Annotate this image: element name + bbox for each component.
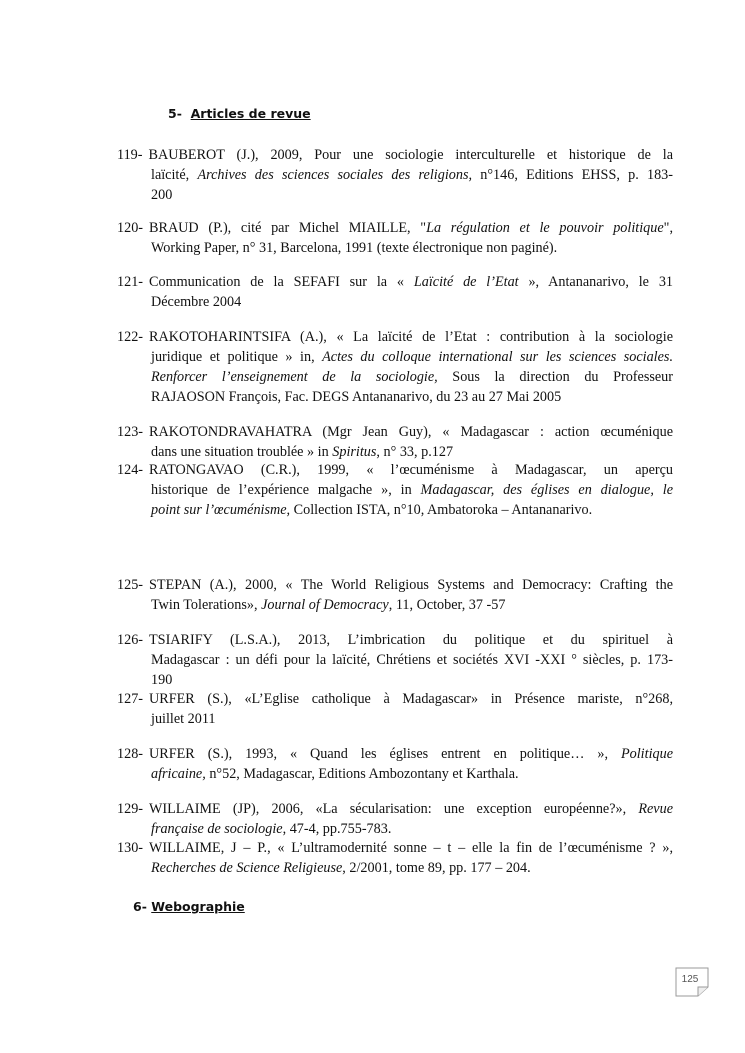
entry-line — [117, 460, 673, 480]
entry-text: n°146, Editions EHSS, p. 183- — [472, 167, 674, 183]
entry-italic-text: point sur l’œcuménisme, — [151, 502, 291, 518]
entry-text: WILLAIME, J – P., « L’ultramodernité sonne – t – elle la fin de l’œcuménisme ? », — [149, 840, 673, 856]
entry-line — [117, 327, 673, 347]
entry-line — [117, 480, 673, 500]
entry-number: 120- — [117, 220, 144, 236]
entry-text: 200 — [151, 187, 173, 203]
entry-italic-text: Politique — [620, 746, 673, 762]
entry-number: 119- — [117, 147, 143, 163]
entry-line — [117, 218, 673, 238]
reference-entry — [117, 838, 673, 878]
entry-line — [117, 422, 673, 442]
reference-entry — [117, 272, 673, 312]
entry-number: 124- — [117, 462, 144, 478]
entry-italic-text: Archives des sciences sociales des religions, — [197, 167, 473, 183]
entry-text: », Antananarivo, le 31 — [518, 274, 674, 290]
entry-line — [117, 630, 673, 650]
entry-text: TSIARIFY (L.S.A.), 2013, L’imbrication du politique et du spirituel à — [149, 632, 673, 648]
entry-text: WILLAIME (JP), 2006, «La sécularisation: une exception européenne?», — [149, 801, 639, 817]
section-number: 6- — [133, 899, 147, 914]
entry-text: RATONGAVAO (C.R.), 1999, « l’œcuménisme à Madagascar, un aperçu — [149, 462, 673, 478]
entry-line — [117, 858, 673, 878]
entry-text: RAKOTOHARINTSIFA (A.), « La laïcité de l’Etat : contribution à la sociologie — [149, 329, 673, 345]
entry-text: juridique et politique » in, — [151, 349, 323, 365]
reference-entry — [117, 744, 673, 784]
entry-text: dans une situation troublée » in — [151, 444, 333, 460]
entry-italic-text: Actes du colloque international sur les sciences sociales. — [322, 349, 673, 365]
entry-text: , 11, October, 37 -57 — [388, 597, 506, 613]
entry-line — [117, 799, 673, 819]
entry-text: juillet 2011 — [151, 711, 216, 727]
entry-text: ", — [663, 220, 673, 236]
entry-line — [117, 165, 673, 185]
section-heading-webography — [133, 899, 245, 914]
reference-entry — [117, 422, 673, 462]
entry-line — [117, 744, 673, 764]
reference-entry — [117, 145, 673, 205]
section-heading-articles — [168, 106, 311, 121]
reference-entry — [117, 799, 673, 839]
entry-number: 128- — [117, 746, 144, 762]
reference-entry — [117, 575, 673, 615]
entry-text: RAJAOSON François, Fac. DEGS Antananarivo, du 23 au 27 Mai 2005 — [151, 389, 562, 405]
entry-italic-text: Revue — [638, 801, 673, 817]
entry-italic-text: Laïcité de l’Etat — [413, 274, 519, 290]
entry-number: 121- — [117, 274, 144, 290]
entry-text: , 2/2001, tome 89, pp. 177 – 204. — [342, 860, 531, 876]
entry-text: BRAUD (P.), cité par Michel MIAILLE, " — [149, 220, 427, 236]
entry-line — [117, 387, 673, 407]
entry-text: URFER (S.), 1993, « Quand les églises entrent en politique… », — [149, 746, 621, 762]
page-number: 125 — [681, 974, 699, 985]
entry-text: URFER (S.), «L’Eglise catholique à Madagascar» in Présence mariste, n°268, — [149, 691, 673, 707]
entry-number: 126- — [117, 632, 144, 648]
entry-number: 123- — [117, 424, 144, 440]
entry-text: STEPAN (A.), 2000, « The World Religious Systems and Democracy: Crafting the — [149, 577, 673, 593]
section-label: Articles de revue — [190, 106, 311, 121]
entry-italic-text: Madagascar, des églises en dialogue, le — [420, 482, 673, 498]
entry-text: Working Paper, n° 31, Barcelona, 1991 (texte électronique non paginé). — [151, 240, 558, 256]
entry-text: Décembre 2004 — [151, 294, 242, 310]
page-number-box — [675, 967, 709, 997]
entry-number: 129- — [117, 801, 144, 817]
entry-line — [117, 819, 673, 839]
entry-line — [117, 709, 673, 729]
entry-italic-text: Renforcer l’enseignement de la sociologie, — [151, 369, 438, 385]
entry-line — [117, 500, 673, 520]
entry-text: Twin Tolerations», — [151, 597, 262, 613]
entry-text: Collection ISTA, n°10, Ambatoroka – Antananarivo. — [290, 502, 593, 518]
entry-number: 125- — [117, 577, 144, 593]
entry-text: Sous la direction du Professeur — [437, 369, 673, 385]
entry-line — [117, 689, 673, 709]
entry-line — [117, 838, 673, 858]
entry-text: , 47-4, pp.755-783. — [282, 821, 392, 837]
entry-line — [117, 595, 673, 615]
entry-line — [117, 292, 673, 312]
entry-line — [117, 650, 673, 670]
entry-line — [117, 442, 673, 462]
section-number: 5- — [168, 106, 182, 121]
section-label: Webographie — [151, 899, 245, 914]
entry-text: 190 — [151, 672, 173, 688]
entry-line — [117, 347, 673, 367]
entry-number: 127- — [117, 691, 144, 707]
reference-entry — [117, 630, 673, 690]
entry-text: historique de l’expérience malgache », in — [151, 482, 421, 498]
entry-line — [117, 238, 673, 258]
entry-text: , n° 33, p.127 — [376, 444, 454, 460]
entry-text: RAKOTONDRAVAHATRA (Mgr Jean Guy), « Madagascar : action œcuménique — [149, 424, 673, 440]
entry-line — [117, 367, 673, 387]
entry-line — [117, 670, 673, 690]
reference-entry — [117, 689, 673, 729]
entry-number: 122- — [117, 329, 144, 345]
entry-italic-text: Recherches de Science Religieuse — [151, 860, 343, 876]
entry-italic-text: Journal of Democracy — [261, 597, 389, 613]
entry-italic-text: Spiritus — [332, 444, 377, 460]
reference-entry — [117, 460, 673, 520]
entry-number: 130- — [117, 840, 144, 856]
entry-text: n°52, Madagascar, Editions Ambozontany et Karthala. — [205, 766, 519, 782]
reference-entry — [117, 327, 673, 407]
entry-line — [117, 272, 673, 292]
entry-line — [117, 764, 673, 784]
entry-italic-text: africaine, — [151, 766, 206, 782]
reference-entry — [117, 218, 673, 258]
entry-line — [117, 575, 673, 595]
entry-text: BAUBEROT (J.), 2009, Pour une sociologie interculturelle et historique de la — [148, 147, 673, 163]
entry-italic-text: française de sociologie — [151, 821, 283, 837]
entry-text: Communication de la SEFAFI sur la « — [149, 274, 414, 290]
entry-line — [117, 185, 673, 205]
entry-text: laïcité, — [151, 167, 198, 183]
entry-line — [117, 145, 673, 165]
entry-text: Madagascar : un défi pour la laïcité, Chrétiens et sociétés XVI -XXI ° siècles, p. 173- — [151, 652, 673, 668]
entry-italic-text: La régulation et le pouvoir politique — [426, 220, 664, 236]
